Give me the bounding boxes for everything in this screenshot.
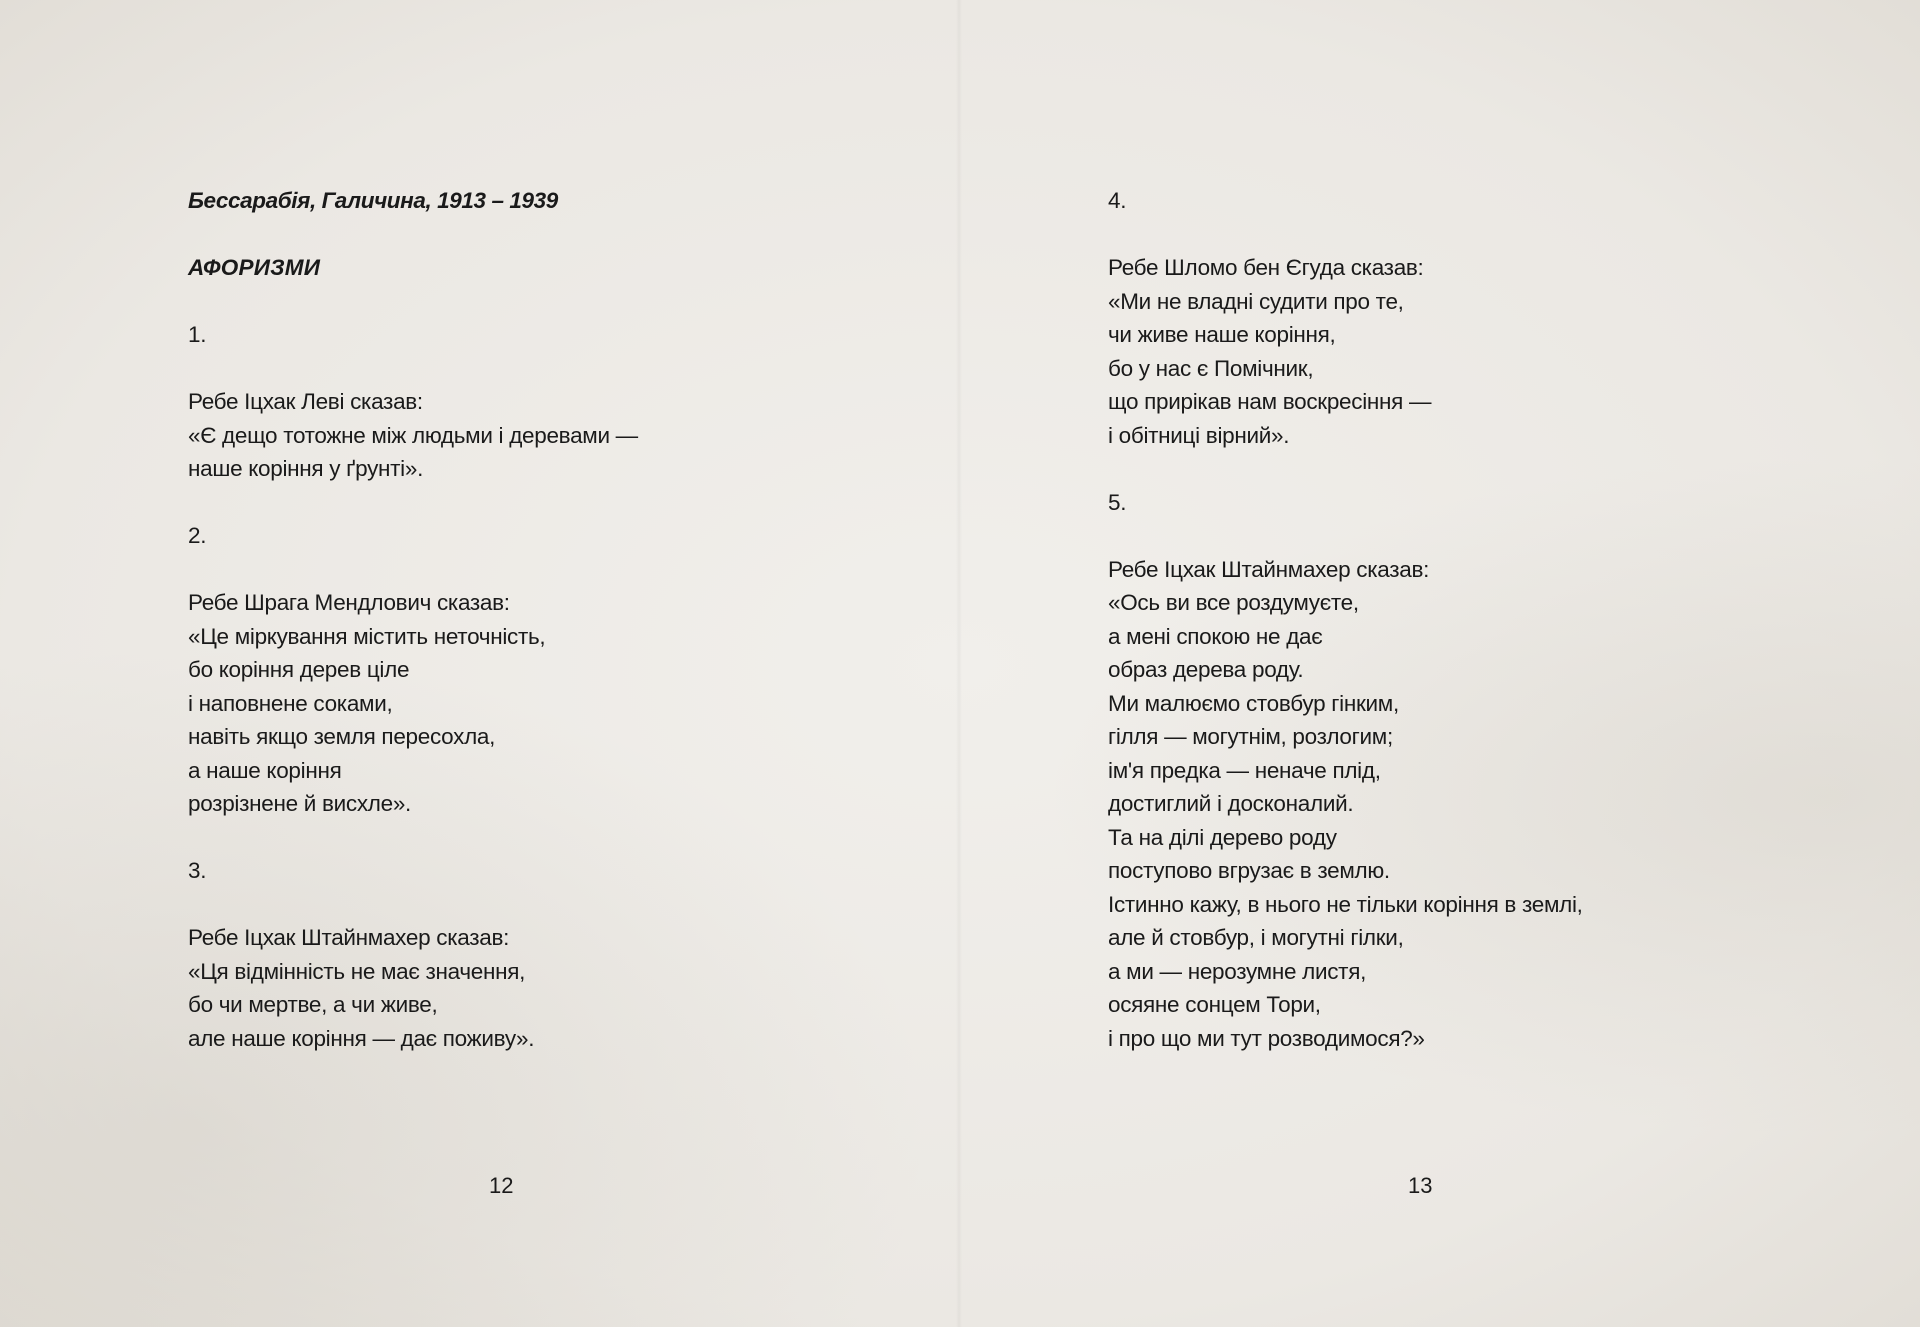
- aphorism-line: і наповнене соками,: [188, 690, 393, 716]
- aphorism-speaker: Ребе Шломо бен Єгуда сказав:: [1108, 255, 1424, 280]
- aphorism-line: «Це міркування містить неточність,: [188, 623, 546, 649]
- aphorism-line: Істинно кажу, в нього не тільки коріння в землі,: [1108, 891, 1583, 917]
- aphorism-line: достиглий і досконалий.: [1108, 791, 1354, 816]
- aphorism-line: поступово вгрузає в землю.: [1108, 858, 1390, 883]
- aphorism-line: осяяне сонцем Тори,: [1108, 992, 1321, 1017]
- aphorism-line: «Ось ви все роздумуєте,: [1108, 590, 1359, 615]
- aphorism-speaker: Ребе Шрага Мендлович сказав:: [188, 590, 510, 615]
- aphorism-line: бо чи мертве, а чи живе,: [188, 992, 438, 1017]
- aphorism-speaker: Ребе Іцхак Леві сказав:: [188, 389, 423, 414]
- aphorism-line: бо у нас є Помічник,: [1108, 355, 1314, 381]
- left-page-text: [188, 184, 638, 1055]
- aphorism-line: але наше коріння — дає поживу».: [188, 1025, 535, 1051]
- aphorism-number: 4.: [1108, 188, 1127, 213]
- aphorism-line: розрізнене й висхле».: [188, 791, 411, 816]
- aphorism-line: наше коріння у ґрунті».: [188, 456, 424, 481]
- aphorism-speaker: Ребе Іцхак Штайнмахер сказав:: [188, 925, 510, 950]
- aphorism-line: чи живе наше коріння,: [1108, 322, 1336, 347]
- aphorism-line: і про що ми тут розводимося?»: [1108, 1025, 1425, 1051]
- aphorism-speaker: Ребе Іцхак Штайнмахер сказав:: [1108, 556, 1430, 582]
- aphorism-line: «Є дещо тотожне між людьми і деревами —: [188, 422, 638, 448]
- left-page: [0, 0, 958, 1327]
- right-page-text: [1108, 184, 1583, 1055]
- aphorism-line: бо коріння дерев ціле: [188, 657, 410, 682]
- aphorism-line: і обітниці вірний».: [1108, 422, 1290, 448]
- aphorism-number: 1.: [188, 322, 207, 347]
- aphorism-line: ім'я предка — неначе плід,: [1108, 757, 1381, 783]
- aphorism-line: а наше коріння: [188, 757, 342, 783]
- section-title: АФОРИЗМИ: [188, 255, 321, 280]
- chapter-header: Бессарабія, Галичина, 1913 – 1939: [188, 188, 558, 213]
- aphorism-line: а ми — нерозумне листя,: [1108, 958, 1367, 984]
- aphorism-line: а мені спокою не дає: [1108, 623, 1323, 649]
- aphorism-number: 2.: [188, 523, 207, 548]
- aphorism-line: Та на ділі дерево роду: [1108, 824, 1337, 850]
- aphorism-line: що прирікав нам воскресіння —: [1108, 389, 1432, 414]
- page-number-right: 13: [1408, 1173, 1433, 1198]
- aphorism-line: Ми малюємо стовбур гінким,: [1108, 690, 1399, 716]
- aphorism-line: образ дерева роду.: [1108, 657, 1304, 682]
- right-page: [958, 0, 1920, 1327]
- aphorism-line: навіть якщо земля пересохла,: [188, 724, 496, 749]
- aphorism-number: 5.: [1108, 489, 1127, 515]
- page-number-left: 12: [489, 1173, 514, 1198]
- aphorism-line: гілля — могутнім, розлогим;: [1108, 724, 1393, 749]
- aphorism-line: «Ця відмінність не має значення,: [188, 958, 526, 984]
- aphorism-line: «Ми не владні судити про те,: [1108, 288, 1404, 314]
- aphorism-number: 3.: [188, 858, 207, 883]
- aphorism-line: але й стовбур, і могутні гілки,: [1108, 925, 1404, 950]
